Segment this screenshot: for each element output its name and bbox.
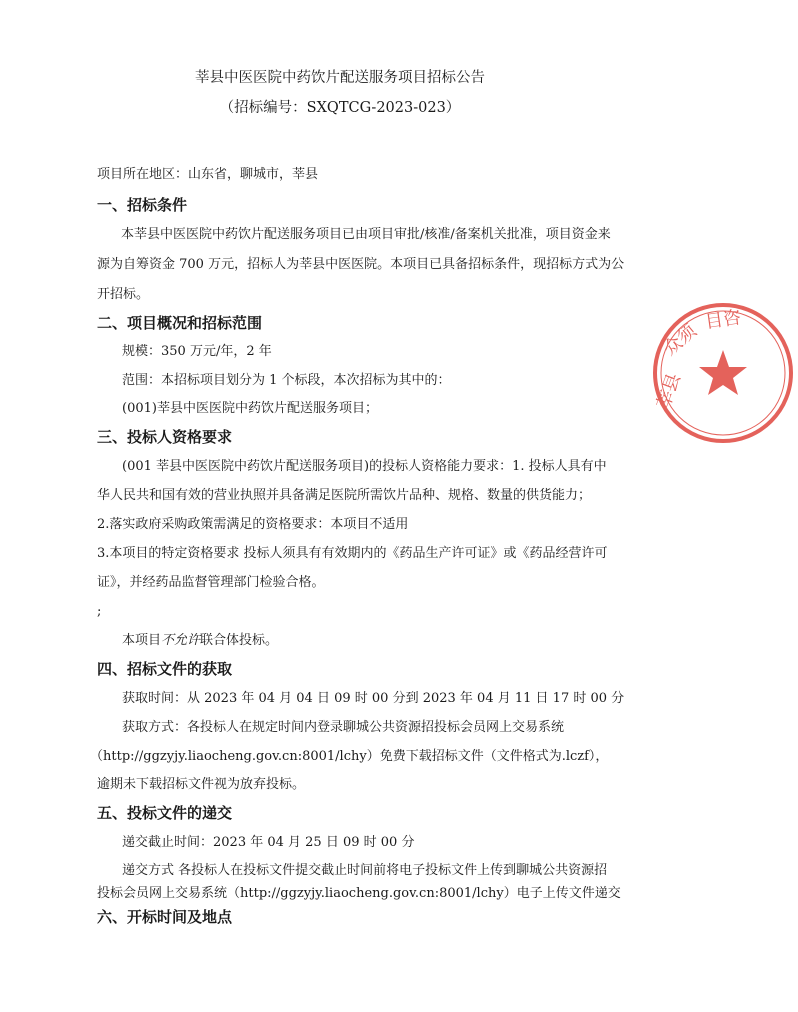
consortium-suffix: 联合体投标。: [200, 633, 279, 648]
project-lot: (001)莘县中医医院中药饮片配送服务项目；: [122, 401, 378, 416]
acquisition-url: （http://ggzyjy.liaocheng.gov.cn:8001/lchy）免费下载招标文件（文件格式为.lczf），: [90, 749, 609, 764]
section-5-heading: 五、投标文件的递交: [97, 804, 233, 822]
section-4-heading: 四、招标文件的获取: [97, 660, 233, 678]
project-region: 项目所在地区：山东省，聊城市，莘县: [97, 167, 319, 182]
section-3-line: ;: [97, 604, 102, 619]
acquisition-time: 获取时间：从 2023 年 04 月 04 日 09 时 00 分到 2023 年 04 月 11 日 17 时 00 分: [122, 691, 625, 706]
consortium-prefix: 本项目: [122, 633, 162, 648]
section-3-line: 华人民共和国有效的营业执照并具备满足医院所需饮片品种、规格、数量的供货能力；: [97, 488, 592, 503]
section-3-line: (001 莘县中医医院中药饮片配送服务项目)的投标人资格能力要求：1. 投标人具有中: [122, 459, 607, 474]
submission-method: 递交方式 各投标人在投标文件提交截止时间前将电子投标文件上传到聊城公共资源招: [122, 863, 608, 878]
acquisition-method: 获取方式：各投标人在规定时间内登录聊城公共资源招投标会员网上交易系统: [122, 720, 565, 735]
svg-text:目咨: 目咨: [703, 307, 743, 333]
project-scale: 规模：350 万元/年，2 年: [122, 344, 272, 359]
submission-deadline: 递交截止时间：2023 年 04 月 25 日 09 时 00 分: [122, 835, 415, 850]
section-3-heading: 三、投标人资格要求: [97, 428, 233, 446]
section-1-heading: 一、招标条件: [97, 196, 188, 214]
section-1-line: 本莘县中医医院中药饮片配送服务项目已由项目审批/核准/备案机关批准，项目资金来: [121, 227, 611, 242]
project-scope: 范围：本招标项目划分为 1 个标段，本次招标为其中的：: [122, 373, 451, 388]
section-3-line: 2.落实政府采购政策需满足的资格要求：本项目不适用: [97, 517, 409, 532]
svg-text:莘县: 莘县: [652, 370, 686, 412]
section-3-line: 3.本项目的特定资格要求 投标人须具有有效期内的《药品生产许可证》或《药品经营许可: [97, 546, 608, 561]
section-6-heading: 六、开标时间及地点: [97, 908, 233, 926]
document-title: 莘县中医医院中药饮片配送服务项目招标公告: [195, 70, 485, 86]
svg-text:众须: 众须: [659, 320, 701, 360]
official-seal-stamp: [648, 298, 798, 448]
seal-star-icon: [699, 350, 747, 395]
tender-number: （招标编号：SXQTCG-2023-023）: [219, 100, 461, 116]
submission-method-cont: 投标会员网上交易系统（http://ggzyjy.liaocheng.gov.cn:8001/lchy）电子上传文件递交: [97, 886, 621, 901]
section-1-line: 源为自筹资金 700 万元，招标人为莘县中医医院。本项目已具备招标条件，现招标方式为公: [97, 257, 625, 272]
acquisition-late-note: 逾期未下载招标文件视为放弃投标。: [97, 777, 306, 792]
consortium-line: [122, 632, 278, 650]
section-2-heading: 二、项目概况和招标范围: [97, 314, 263, 332]
section-1-line: 开招标。: [97, 287, 150, 302]
section-3-line: 证》，并经药品监督管理部门检验合格。: [97, 575, 325, 590]
consortium-emphasis: 不允许: [161, 633, 201, 648]
